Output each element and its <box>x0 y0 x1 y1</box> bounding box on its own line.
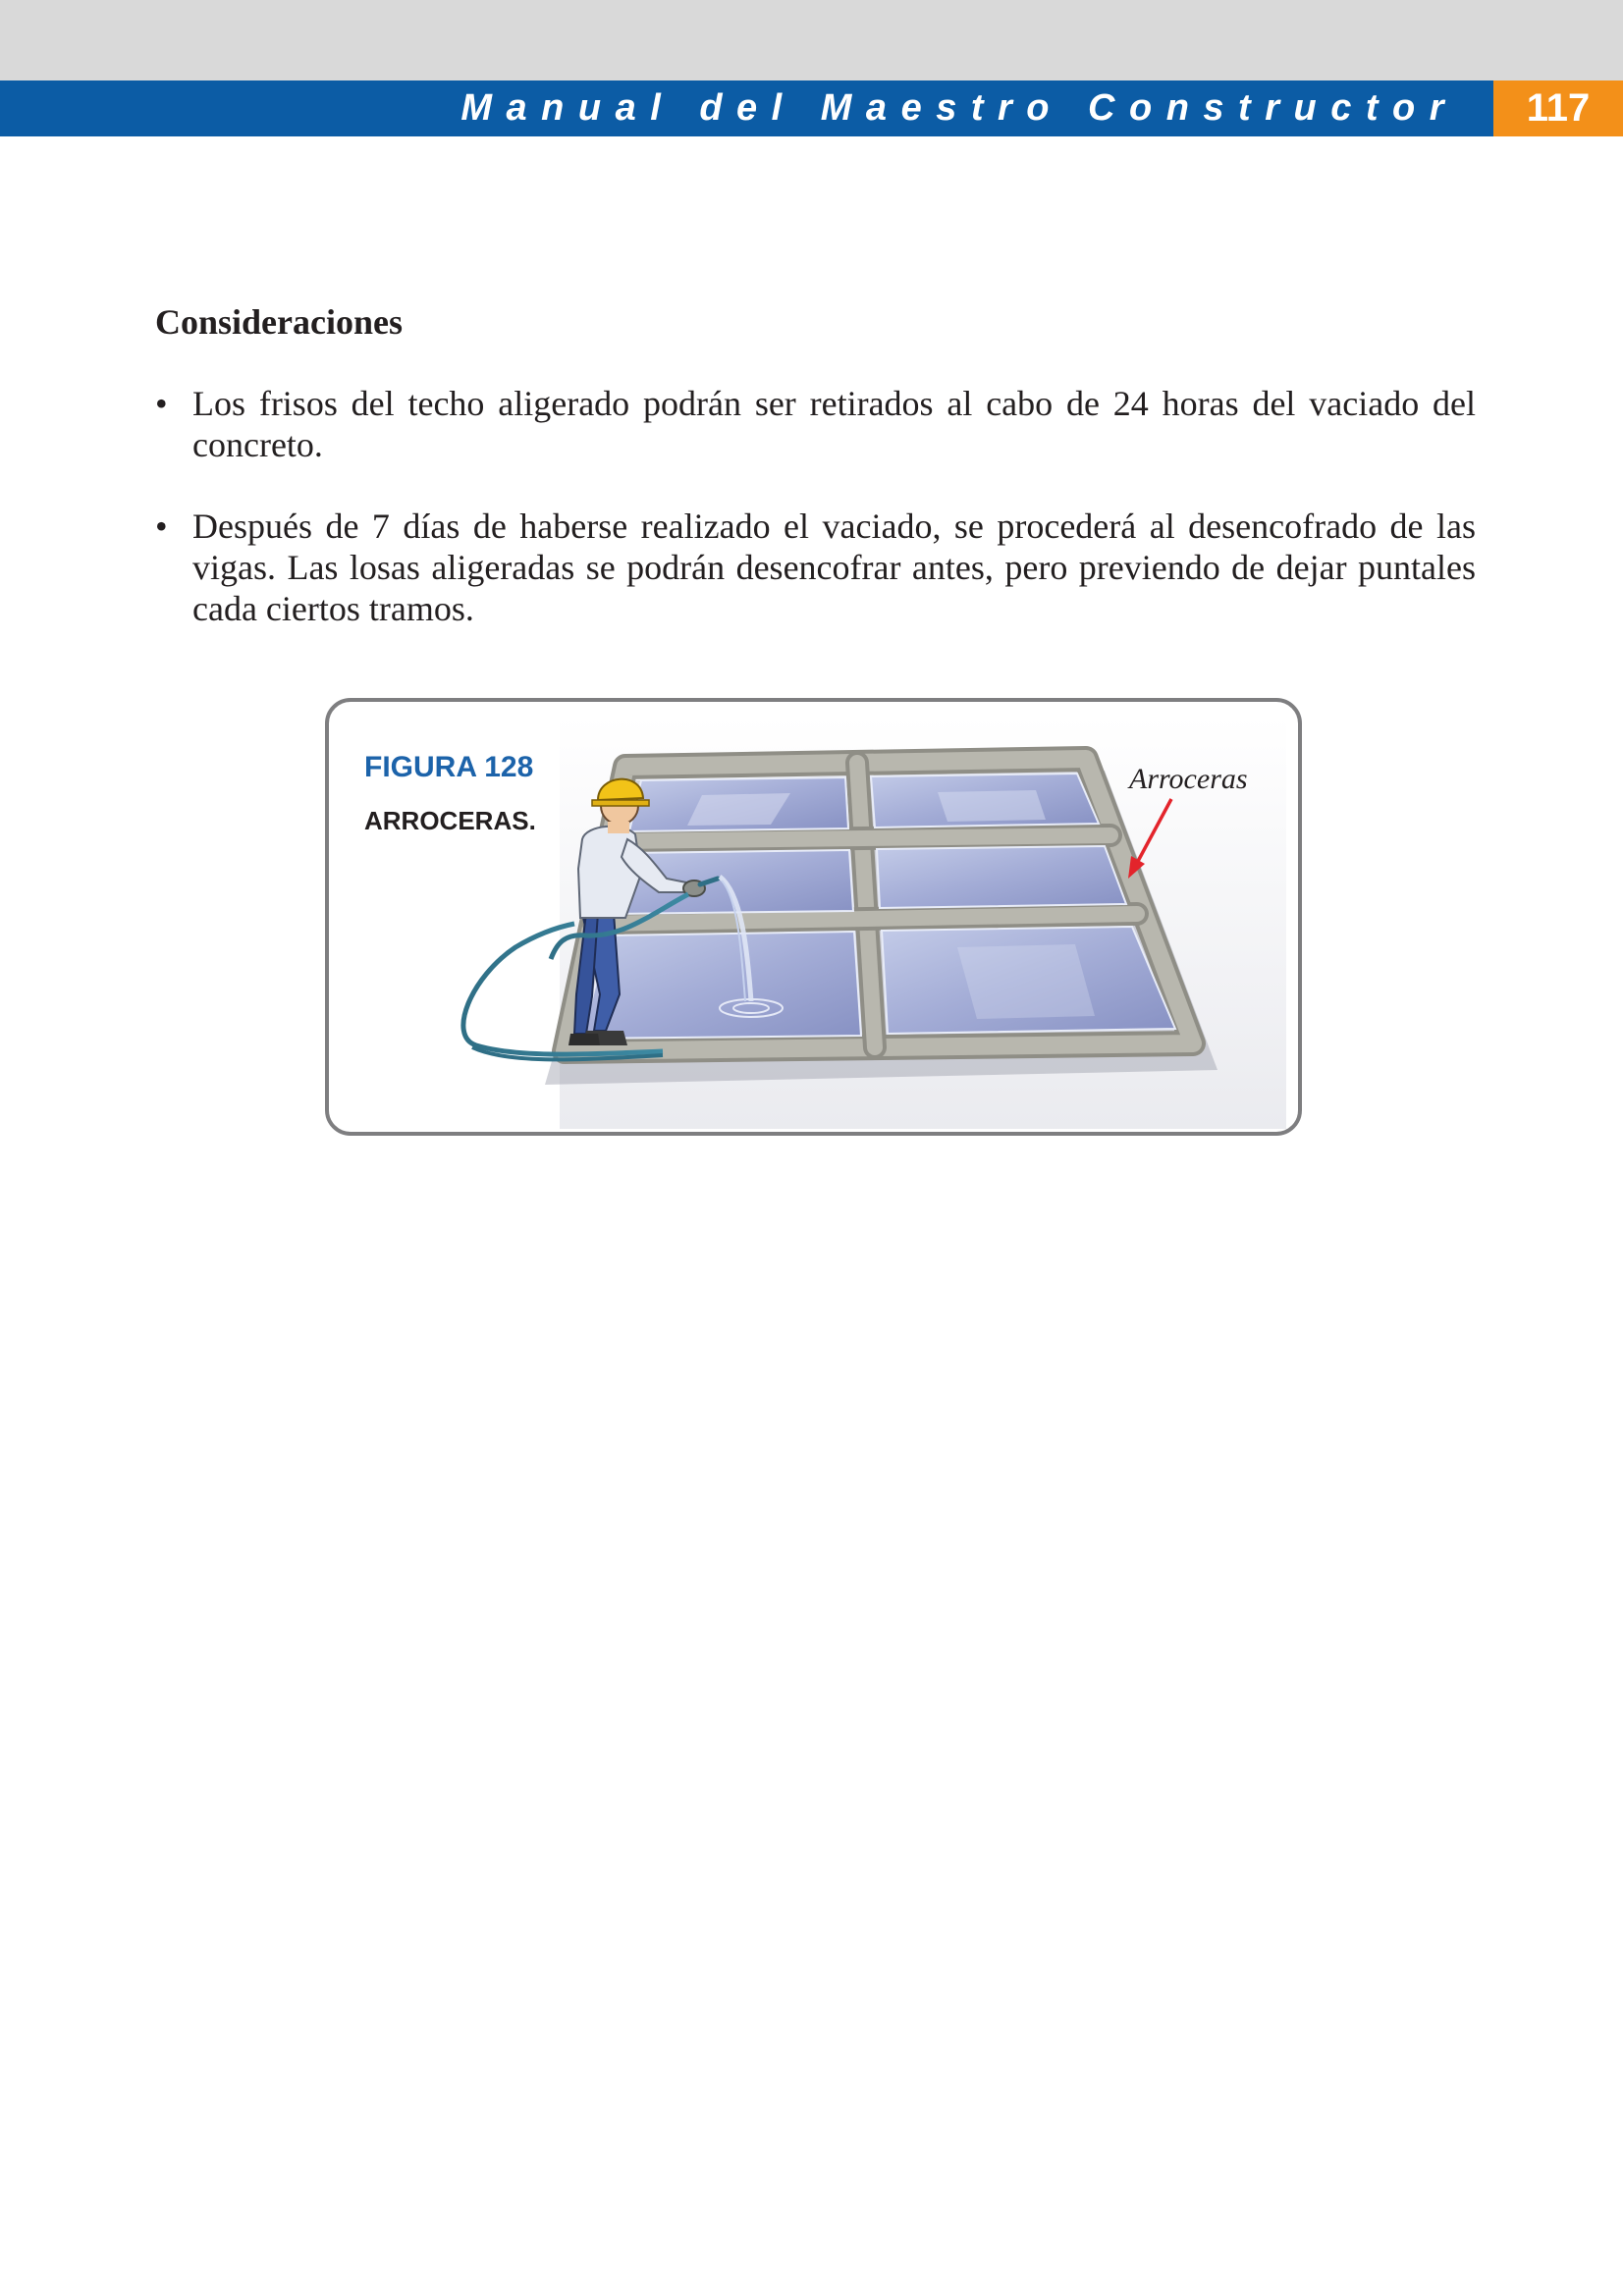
bullet-item <box>155 383 1476 465</box>
book-title: Manual del Maestro Constructor <box>460 87 1458 129</box>
top-strip <box>0 0 1623 80</box>
section-heading: Consideraciones <box>155 302 403 342</box>
flooded-slab-ponds-icon <box>545 759 1217 1085</box>
bullet-icon: • <box>155 384 168 423</box>
figure-box <box>325 698 1302 1136</box>
bullet-text: Después de 7 días de haberse realizado el vaciado, se procederá al desencofrado de las vigas. Las losas aligeradas se podrán desencofrar antes, pero previendo de dejar puntales cada ciertos tramos. <box>192 507 1476 628</box>
page-number-box <box>1493 80 1623 136</box>
bullet-text: Los frisos del techo aligerado podrán ser retirados al cabo de 24 horas del vaciado del concreto. <box>192 384 1476 464</box>
callout-label: Arroceras <box>1129 763 1248 795</box>
bullet-icon: • <box>155 507 168 546</box>
bullet-list <box>155 383 1476 629</box>
figure-number: FIGURA 128 <box>364 751 534 783</box>
bullet-item <box>155 506 1476 629</box>
figure-caption: ARROCERAS. <box>364 806 536 835</box>
page-number: 117 <box>1526 86 1591 130</box>
